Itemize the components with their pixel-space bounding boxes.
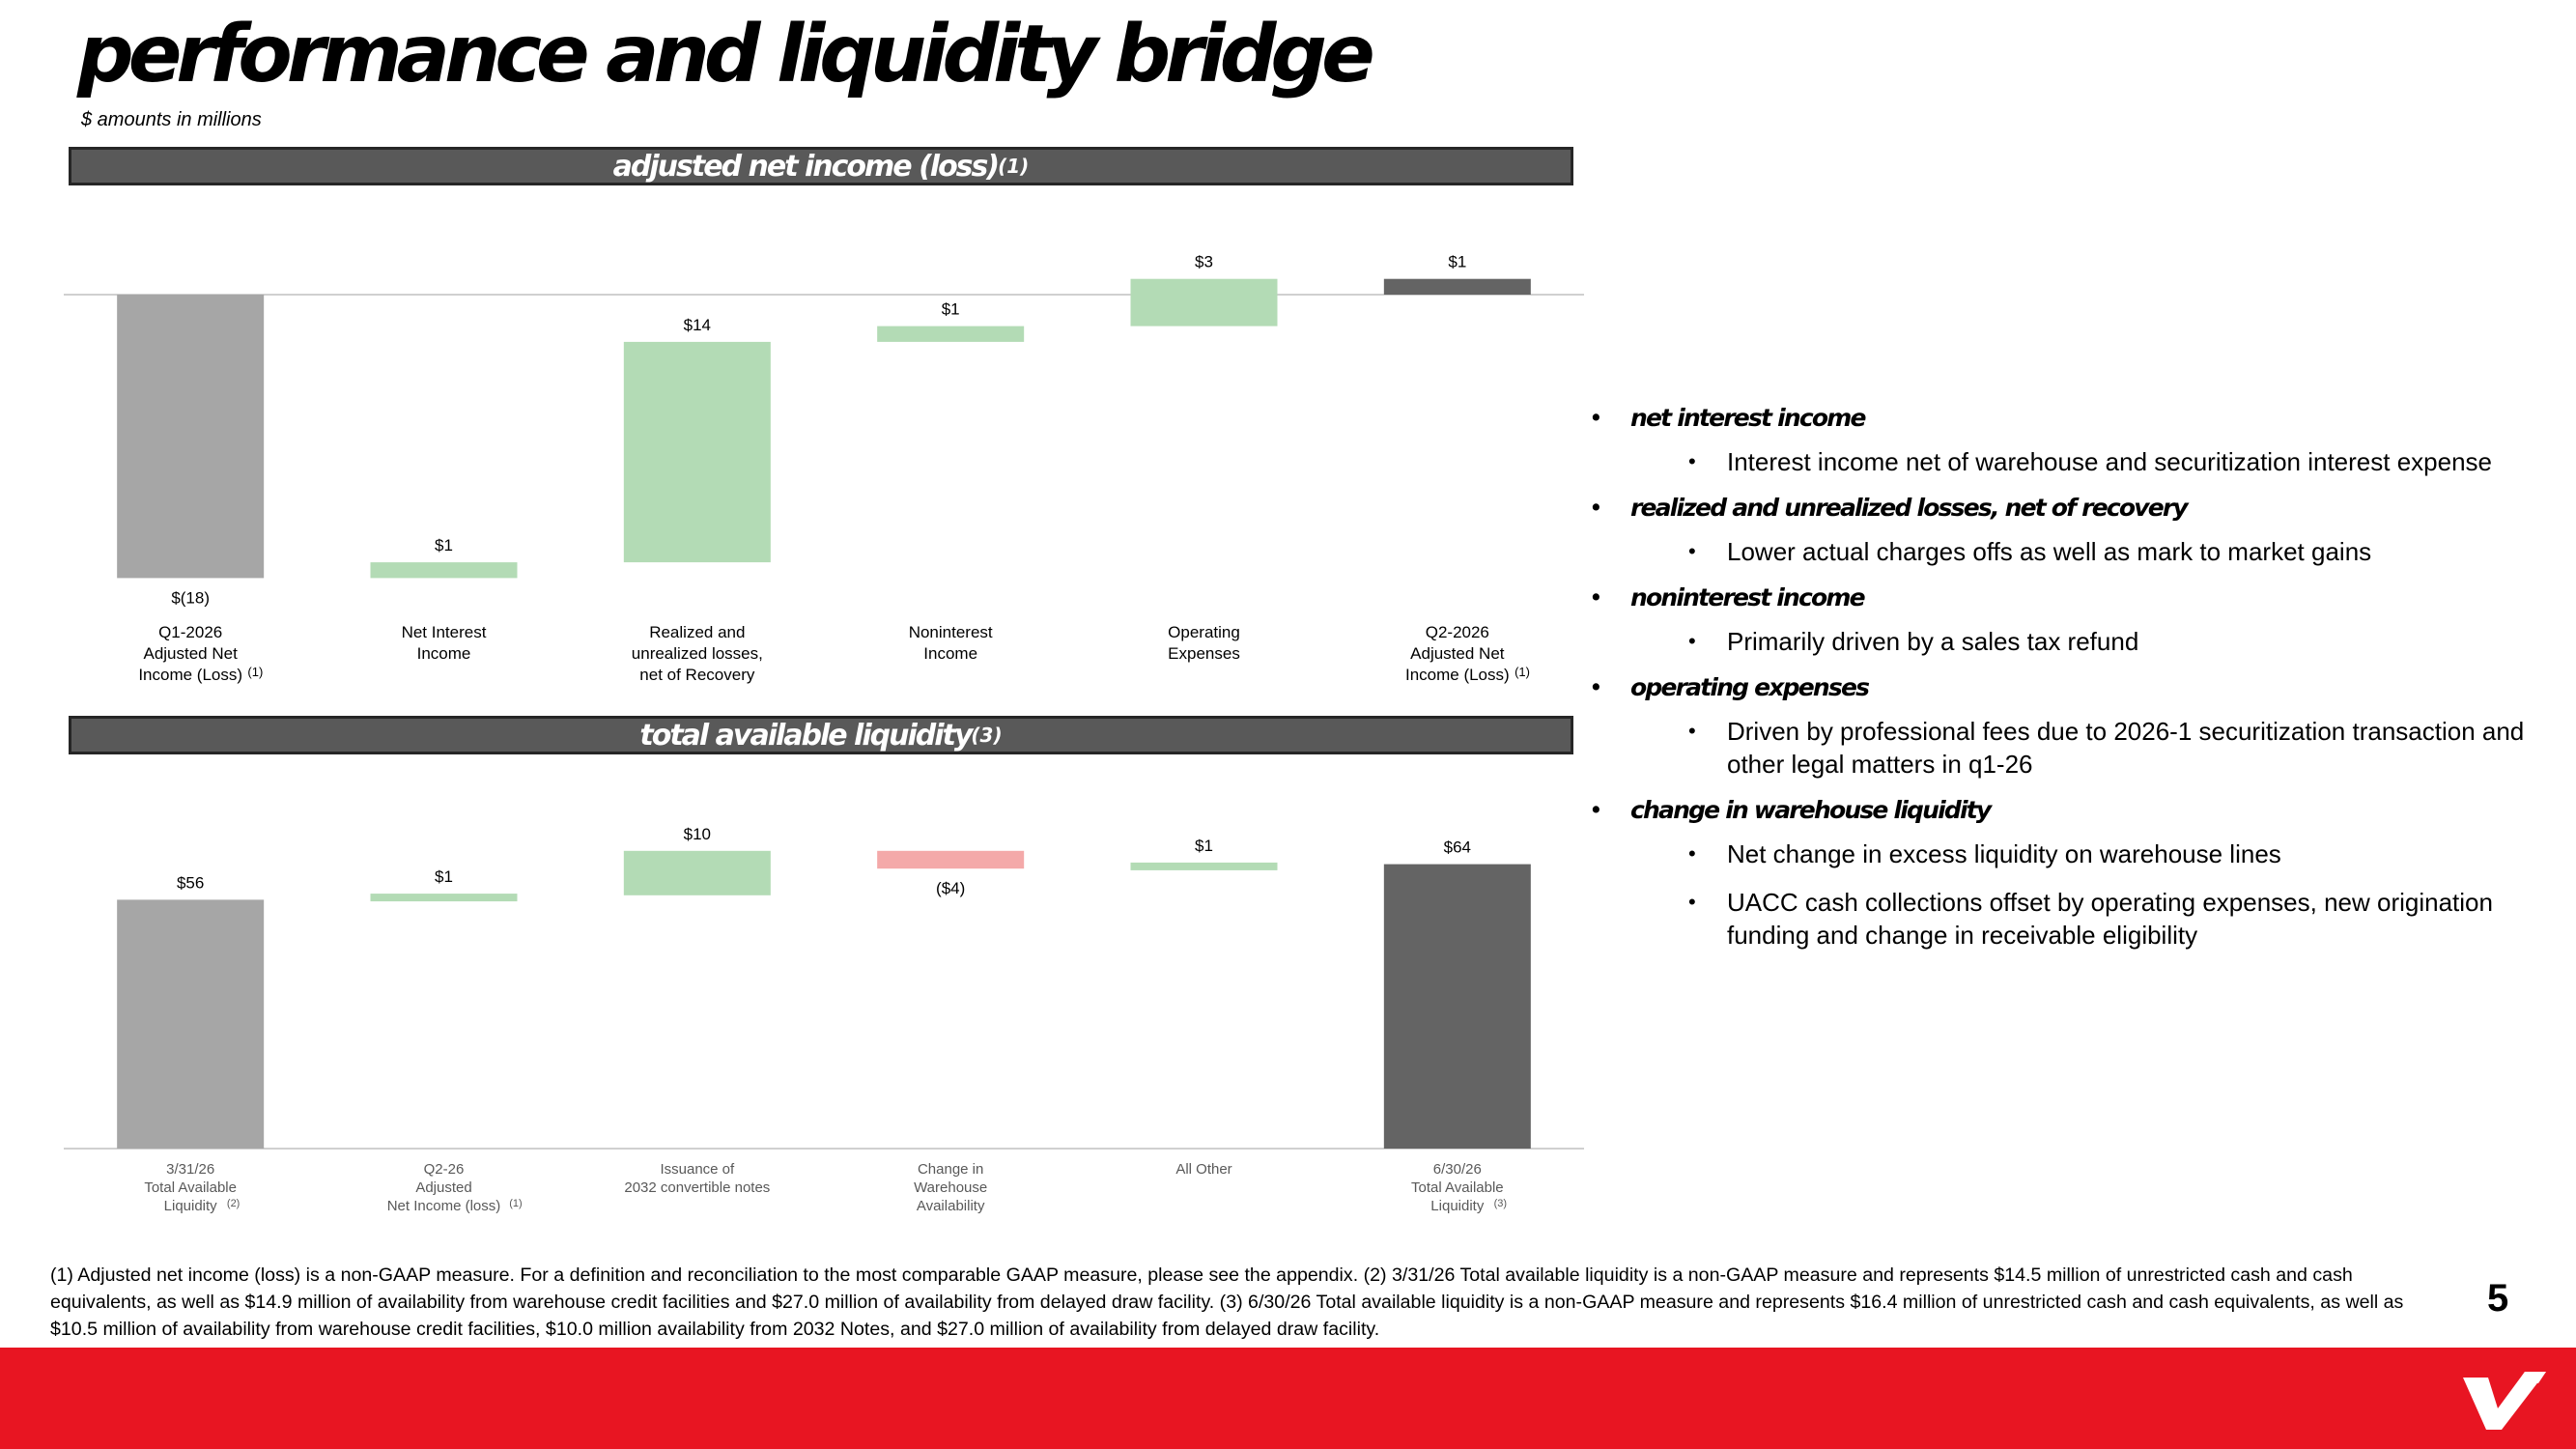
liquidity-waterfall-chart bbox=[0, 758, 1603, 1227]
liquidity-category-label-5: All Other bbox=[1175, 1161, 1232, 1178]
liquidity-section-note: (3) bbox=[971, 724, 1003, 747]
liquidity-section-header bbox=[69, 716, 1573, 754]
income-data-label-2: $1 bbox=[435, 536, 453, 555]
income-section-title: adjusted net income (loss) bbox=[612, 149, 999, 184]
income-waterfall-chart bbox=[0, 232, 1603, 696]
income-category-label-2: Net Interest Income bbox=[401, 623, 487, 663]
liquidity-bar-5 bbox=[1131, 863, 1278, 870]
commentary-point: • Primarily driven by a sales tax refund bbox=[1584, 625, 2550, 658]
commentary-heading: • realized and unrealized losses, net of recovery bbox=[1584, 494, 2550, 522]
liquidity-bar-1 bbox=[117, 899, 264, 1149]
income-category-note-6: (1) bbox=[1514, 665, 1530, 679]
commentary-heading: • operating expenses bbox=[1584, 673, 2550, 701]
income-category-label-5: Operating Expenses bbox=[1168, 623, 1240, 663]
footer-band bbox=[0, 1348, 2576, 1449]
liquidity-data-label-4: ($4) bbox=[936, 879, 966, 898]
liquidity-data-label-1: $56 bbox=[176, 873, 205, 893]
units-note: $ amounts in millions bbox=[81, 109, 262, 130]
income-section-header bbox=[69, 147, 1573, 185]
liquidity-category-note-6: (3) bbox=[1493, 1198, 1508, 1209]
income-bar-4 bbox=[877, 327, 1024, 342]
income-category-label-6: Q2-2026 Adjusted Net Income (Loss) bbox=[1404, 623, 1510, 684]
liquidity-bar-3 bbox=[624, 851, 771, 895]
commentary-list bbox=[1584, 404, 2550, 967]
liquidity-data-label-3: $10 bbox=[683, 824, 712, 843]
income-category-note-1: (1) bbox=[247, 665, 264, 679]
liquidity-bar-2 bbox=[371, 894, 518, 901]
income-data-label-1: $(18) bbox=[171, 588, 211, 608]
commentary-heading: • noninterest income bbox=[1584, 583, 2550, 611]
commentary-heading: • net interest income bbox=[1584, 404, 2550, 432]
liquidity-category-label-6: 6/30/26 Total Available Liquidity bbox=[1411, 1161, 1504, 1214]
income-category-label-4: Noninterest Income bbox=[908, 623, 993, 663]
brand-logo bbox=[2461, 1370, 2548, 1432]
liquidity-bar-6 bbox=[1384, 865, 1531, 1149]
income-data-label-5: $3 bbox=[1195, 252, 1213, 271]
liquidity-category-note-2: (1) bbox=[509, 1198, 523, 1209]
commentary-heading: • change in warehouse liquidity bbox=[1584, 796, 2550, 824]
liquidity-category-label-3: Issuance of 2032 convertible notes bbox=[624, 1161, 771, 1196]
liquidity-category-label-1: 3/31/26 Total Available Liquidity bbox=[144, 1161, 237, 1214]
commentary-point: • UACC cash collections offset by operating expenses, new origination funding and change in receivable eligibility bbox=[1584, 886, 2550, 952]
page-title: performance and liquidity bridge bbox=[77, 9, 1370, 100]
income-data-label-4: $1 bbox=[941, 299, 960, 319]
liquidity-data-label-5: $1 bbox=[1195, 836, 1213, 855]
liquidity-category-label-4: Change in Warehouse Availability bbox=[914, 1161, 988, 1214]
footnote: (1) Adjusted net income (loss) is a non-GAAP measure. For a definition and reconciliation to the most comparable GAAP measure, please see the appendix. (2) 3/31/26 Total available liquidity is a non-GAAP measure and represents $14.5 million of unrestricted cash and cash equivalents, as well as $14.9 million of availability from warehouse credit facilities and $27.0 million of availability from delayed draw facility. (3) 6/30/26 Total available liquidity is a non-GAAP measure and represents $16.4 million of unrestricted cash and cash equivalents, as well as $10.5 million of availability from warehouse credit facilities, $10.0 million availability from 2032 Notes, and $27.0 million of availability from delayed draw facility. bbox=[50, 1264, 2404, 1340]
income-bar-1 bbox=[117, 295, 264, 578]
income-bar-6 bbox=[1384, 279, 1531, 295]
commentary-point: • Net change in excess liquidity on warehouse lines bbox=[1584, 838, 2550, 870]
page-number: 5 bbox=[2487, 1277, 2509, 1320]
income-data-label-6: $1 bbox=[1448, 252, 1467, 271]
liquidity-data-label-6: $64 bbox=[1443, 838, 1472, 857]
liquidity-data-label-2: $1 bbox=[435, 867, 453, 887]
liquidity-category-note-1: (2) bbox=[226, 1198, 241, 1209]
income-data-label-3: $14 bbox=[683, 315, 712, 334]
liquidity-section-title: total available liquidity bbox=[639, 718, 972, 753]
income-bar-5 bbox=[1131, 279, 1278, 327]
income-section-note: (1) bbox=[998, 155, 1030, 178]
income-bar-2 bbox=[371, 562, 518, 578]
liquidity-bar-4 bbox=[877, 851, 1024, 868]
commentary-point: • Lower actual charges offs as well as mark to market gains bbox=[1584, 535, 2550, 568]
income-category-label-3: Realized and unrealized losses, net of Recovery bbox=[631, 623, 763, 684]
income-category-label-1: Q1-2026 Adjusted Net Income (Loss) bbox=[138, 623, 243, 684]
commentary-point: • Driven by professional fees due to 2026-1 securitization transaction and other legal matters in q1-26 bbox=[1584, 715, 2550, 781]
liquidity-category-label-2: Q2-26 Adjusted Net Income (loss) bbox=[386, 1161, 501, 1214]
income-bar-3 bbox=[624, 342, 771, 562]
commentary-point: • Interest income net of warehouse and securitization interest expense bbox=[1584, 445, 2550, 478]
